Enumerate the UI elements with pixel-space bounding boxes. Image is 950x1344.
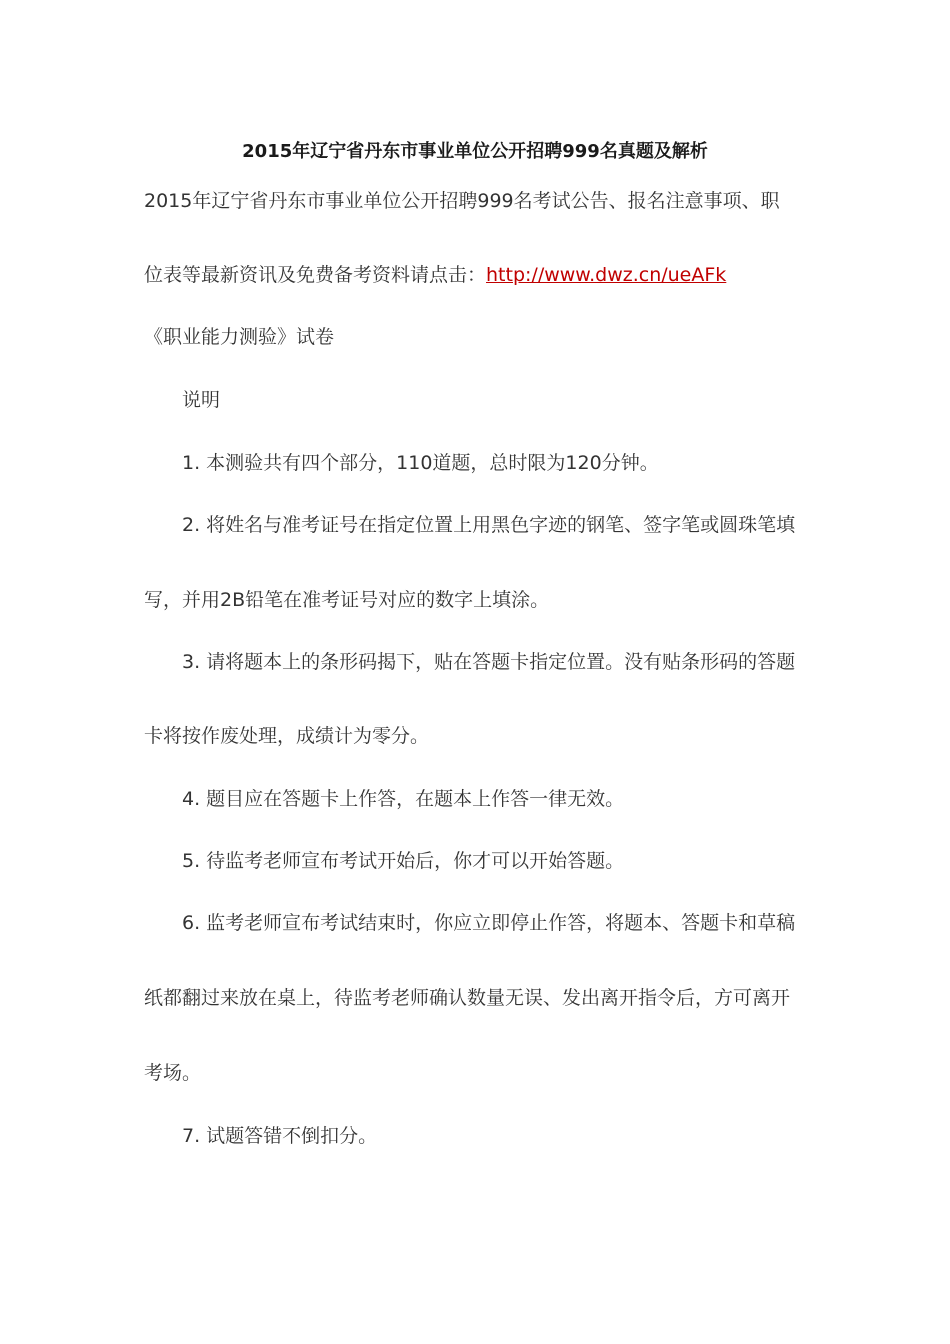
instruction-item-7: 7. 试题答错不倒扣分。 xyxy=(182,1125,378,1147)
instruction-item-6-line-3: 考场。 xyxy=(144,1062,202,1084)
intro-line-2 xyxy=(144,262,726,288)
instruction-item-3-line-2: 卡将按作废处理，成绩计为零分。 xyxy=(144,725,430,747)
intro-line-1: 2015年辽宁省丹东市事业单位公开招聘999名考试公告、报名注意事项、职 xyxy=(144,190,780,212)
instruction-item-2-line-1: 2. 将姓名与准考证号在指定位置上用黑色字迹的钢笔、签字笔或圆珠笔填 xyxy=(182,514,796,536)
instruction-item-6-line-2: 纸都翻过来放在桌上，待监考老师确认数量无误、发出离开指令后，方可离开 xyxy=(144,987,791,1009)
intro-line-2-text: 位表等最新资讯及免费备考资料请点击： xyxy=(144,264,487,286)
instructions-heading: 说明 xyxy=(182,389,221,411)
instruction-item-6-line-1: 6. 监考老师宣布考试结束时，你应立即停止作答，将题本、答题卡和草稿 xyxy=(182,912,796,934)
registration-link[interactable]: http://www.dwz.cn/ueAFk xyxy=(486,264,727,286)
instruction-item-5: 5. 待监考老师宣布考试开始后，你才可以开始答题。 xyxy=(182,850,625,872)
instruction-item-1: 1. 本测验共有四个部分，110道题，总时限为120分钟。 xyxy=(182,452,659,474)
instruction-item-3-line-1: 3. 请将题本上的条形码揭下，贴在答题卡指定位置。没有贴条形码的答题 xyxy=(182,651,796,673)
instruction-item-2-line-2: 写，并用2B铅笔在准考证号对应的数字上填涂。 xyxy=(144,589,550,611)
exam-name: 《职业能力测验》试卷 xyxy=(144,326,335,348)
instruction-item-4: 4. 题目应在答题卡上作答，在题本上作答一律无效。 xyxy=(182,788,625,810)
document-title: 2015年辽宁省丹东市事业单位公开招聘999名真题及解析 xyxy=(242,141,708,162)
